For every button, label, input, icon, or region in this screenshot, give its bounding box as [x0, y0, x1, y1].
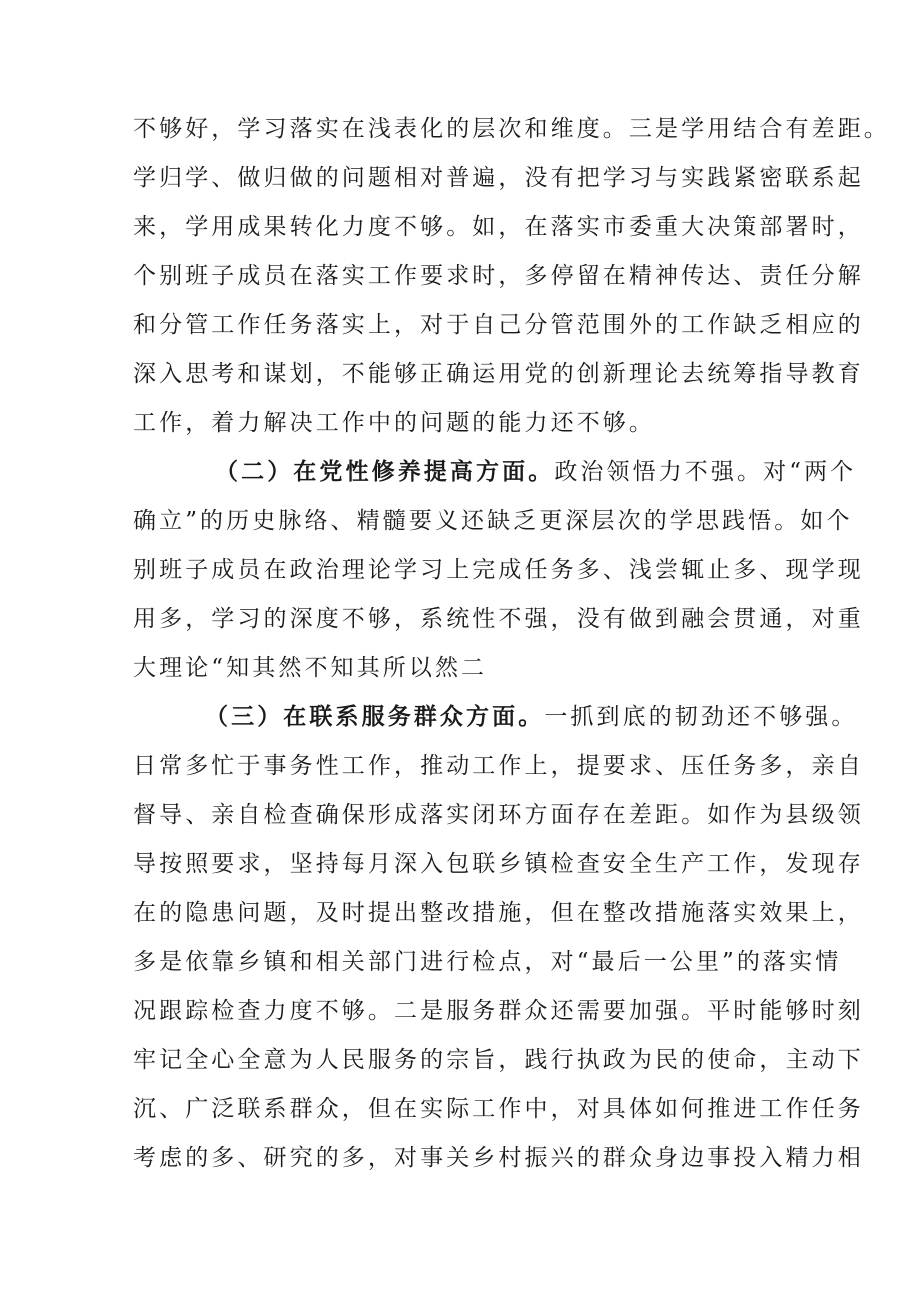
paragraph-line: 牢记全心全意为人民服务的宗旨，践行执政为民的使命，主动下 — [133, 1047, 864, 1073]
paragraph-line: 别班子成员在政治理论学习上完成任务多、浅尝辄止多、现学现 — [133, 557, 864, 583]
section-first-line — [205, 702, 858, 732]
paragraph-line: 来，学用成果转化力度不够。如，在落实市委重大决策部署时， — [133, 214, 864, 240]
paragraph-line: 督导、亲自检查确保形成落实闭环方面存在差距。如作为县级领 — [133, 802, 864, 828]
paragraph-line: 日常多忙于事务性工作，推动工作上，提要求、压任务多，亲自 — [133, 753, 864, 779]
paragraph-line: 沉、广泛联系群众，但在实际工作中，对具体如何推进工作任务 — [133, 1096, 864, 1122]
section-text: 一抓到底的韧劲还不够强。 — [544, 704, 858, 730]
section-text: 政治领悟力不强。对“两个 — [554, 459, 857, 485]
paragraph-line: 学归学、做归做的问题相对普遍，没有把学习与实践紧密联系起 — [133, 165, 864, 191]
paragraph-line: 不够好，学习落实在浅表化的层次和维度。三是学用结合有差距。 — [133, 116, 890, 142]
paragraph-line: 深入思考和谋划，不能够正确运用党的创新理论去统筹指导教育 — [133, 361, 864, 387]
paragraph-line: 多是依靠乡镇和相关部门进行检点，对“最后一公里”的落实情 — [133, 949, 842, 975]
paragraph-line: 个别班子成员在落实工作要求时，多停留在精神传达、责任分解 — [133, 263, 864, 289]
paragraph-line: 和分管工作任务落实上，对于自己分管范围外的工作缺乏相应的 — [133, 312, 864, 338]
paragraph-line: 工作，着力解决工作中的问题的能力还不够。 — [133, 410, 655, 436]
section-heading: （三）在联系服务群众方面。 — [205, 704, 545, 730]
paragraph-line: 用多，学习的深度不够，系统性不强，没有做到融会贯通，对重 — [133, 606, 864, 632]
paragraph-line: 在的隐患问题，及时提出整改措施，但在整改措施落实效果上， — [133, 900, 864, 926]
section-first-line — [215, 457, 856, 487]
section-heading: （二）在党性修养提高方面。 — [215, 459, 555, 485]
paragraph-line: 导按照要求，坚持每月深入包联乡镇检查安全生产工作，发现存 — [133, 851, 864, 877]
paragraph-line: 考虑的多、研究的多，对事关乡村振兴的群众身边事投入精力相 — [133, 1145, 864, 1171]
paragraph-line: 大理论“知其然不知其所以然二 — [133, 655, 488, 681]
paragraph-line: 况跟踪检查力度不够。二是服务群众还需要加强。平时能够时刻 — [133, 998, 864, 1024]
paragraph-line: 确立”的历史脉络、精髓要义还缺乏更深层次的学思践悟。如个 — [133, 508, 853, 534]
